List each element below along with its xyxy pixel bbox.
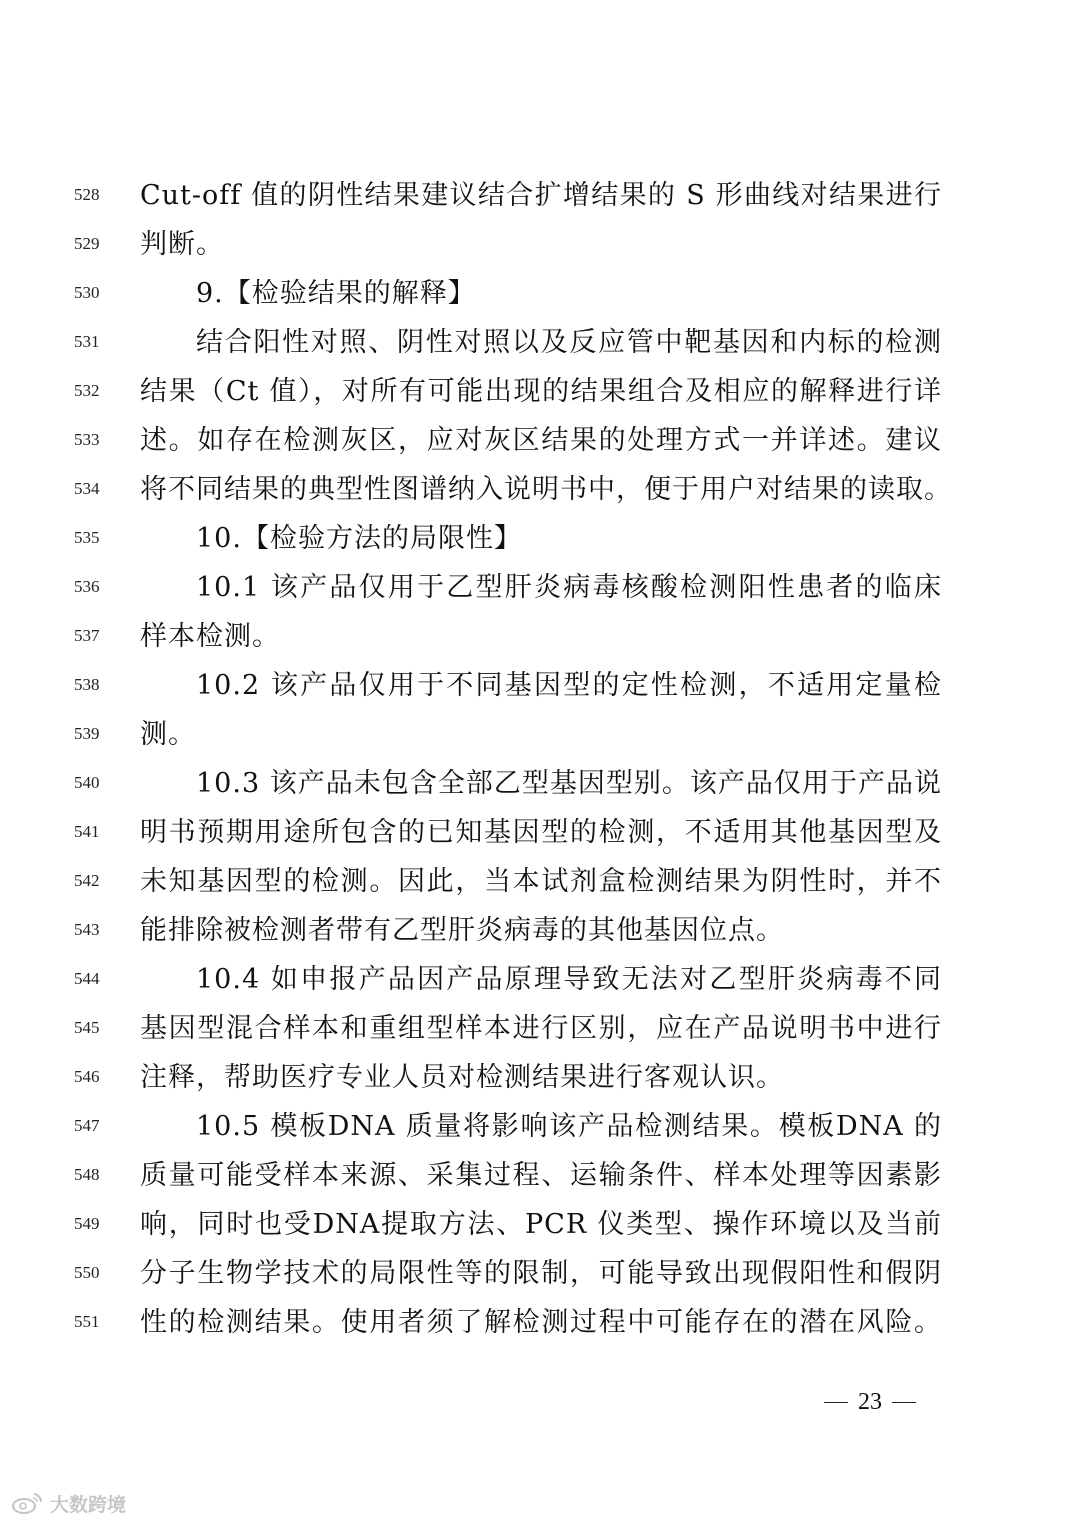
text-line [0, 1249, 1080, 1298]
page-number [810, 1384, 930, 1420]
line-number: 548 [74, 1165, 100, 1184]
line-number: 542 [74, 871, 100, 890]
line-number: 550 [74, 1263, 100, 1282]
text-line [0, 1200, 1080, 1249]
line-text: Cut-off 值的阴性结果建议结合扩增结果的 S 形曲线对结果进行 [140, 180, 942, 211]
text-line [0, 220, 1080, 269]
line-number: 536 [74, 577, 100, 596]
line-number: 538 [74, 675, 100, 694]
line-number: 534 [74, 479, 100, 498]
line-number: 532 [74, 381, 100, 400]
line-text: 未知基因型的检测。因此，当本试剂盒检测结果为阴性时，并不 [140, 866, 942, 897]
line-text: 分子生物学技术的局限性等的限制，可能导致出现假阳性和假阴 [140, 1258, 942, 1289]
text-line [0, 710, 1080, 759]
line-number: 543 [74, 920, 100, 939]
line-number: 545 [74, 1018, 100, 1037]
line-number: 535 [74, 528, 100, 547]
line-number: 531 [74, 332, 100, 351]
line-text: 判断。 [140, 229, 224, 260]
text-line [0, 1004, 1080, 1053]
text-line [0, 416, 1080, 465]
line-text: 注释，帮助医疗专业人员对检测结果进行客观认识。 [140, 1062, 784, 1093]
line-text: 述。如存在检测灰区，应对灰区结果的处理方式一并详述。建议 [140, 425, 942, 456]
watermark [10, 1488, 126, 1518]
line-text: 样本检测。 [140, 621, 280, 652]
line-text: 质量可能受样本来源、采集过程、运输条件、样本处理等因素影 [140, 1160, 942, 1191]
line-text: 性的检测结果。使用者须了解检测过程中可能存在的潜在风险。 [140, 1307, 942, 1338]
text-line [0, 857, 1080, 906]
line-number: 537 [74, 626, 100, 645]
text-line [0, 1298, 1080, 1347]
text-line [0, 759, 1080, 808]
text-line [0, 661, 1080, 710]
text-line [0, 612, 1080, 661]
line-number: 541 [74, 822, 100, 841]
page-number-dash-right [892, 1402, 916, 1403]
text-line [0, 955, 1080, 1004]
section-heading [0, 514, 1080, 563]
section-heading [0, 269, 1080, 318]
line-text: 10.1 该产品仅用于乙型肝炎病毒核酸检测阳性患者的临床 [196, 572, 942, 603]
line-number: 549 [74, 1214, 100, 1233]
line-number: 529 [74, 234, 100, 253]
text-line [0, 1151, 1080, 1200]
line-number: 540 [74, 773, 100, 792]
line-number: 551 [74, 1312, 100, 1331]
text-line [0, 1053, 1080, 1102]
line-number: 528 [74, 185, 100, 204]
text-line [0, 318, 1080, 367]
line-number: 530 [74, 283, 100, 302]
line-text: 10.5 模板DNA 质量将影响该产品检测结果。模板DNA 的 [196, 1111, 942, 1142]
line-number: 547 [74, 1116, 100, 1135]
line-number: 546 [74, 1067, 100, 1086]
page-number-value: 23 [858, 1389, 882, 1415]
watermark-text: 大数跨境 [50, 1493, 127, 1516]
line-text: 10.3 该产品未包含全部乙型基因型别。该产品仅用于产品说 [196, 768, 942, 799]
line-text: 响，同时也受DNA提取方法、PCR 仪类型、操作环境以及当前 [140, 1209, 942, 1240]
text-line [0, 367, 1080, 416]
line-text: 10.2 该产品仅用于不同基因型的定性检测，不适用定量检 [196, 670, 942, 701]
heading-text: 10.【检验方法的局限性】 [196, 523, 522, 554]
line-text: 基因型混合样本和重组型样本进行区别，应在产品说明书中进行 [140, 1013, 942, 1044]
line-text: 能排除被检测者带有乙型肝炎病毒的其他基因位点。 [140, 915, 784, 946]
line-text: 明书预期用途所包含的已知基因型的检测，不适用其他基因型及 [140, 817, 942, 848]
line-text: 结果（Ct 值），对所有可能出现的结果组合及相应的解释进行详 [140, 376, 942, 407]
line-number: 539 [74, 724, 100, 743]
text-line [0, 808, 1080, 857]
text-line [0, 1102, 1080, 1151]
line-text: 10.4 如申报产品因产品原理导致无法对乙型肝炎病毒不同 [196, 964, 942, 995]
weibo-logo-icon [10, 1491, 44, 1515]
line-number: 544 [74, 969, 100, 988]
page-number-dash-left [824, 1402, 848, 1403]
line-number: 533 [74, 430, 100, 449]
text-line [0, 563, 1080, 612]
text-line [0, 171, 1080, 220]
line-text: 结合阳性对照、阴性对照以及反应管中靶基因和内标的检测 [196, 327, 942, 358]
line-text: 将不同结果的典型性图谱纳入说明书中，便于用户对结果的读取。 [140, 474, 952, 505]
text-line [0, 465, 1080, 514]
text-line [0, 906, 1080, 955]
heading-text: 9.【检验结果的解释】 [196, 278, 476, 309]
line-text: 测。 [140, 719, 196, 750]
